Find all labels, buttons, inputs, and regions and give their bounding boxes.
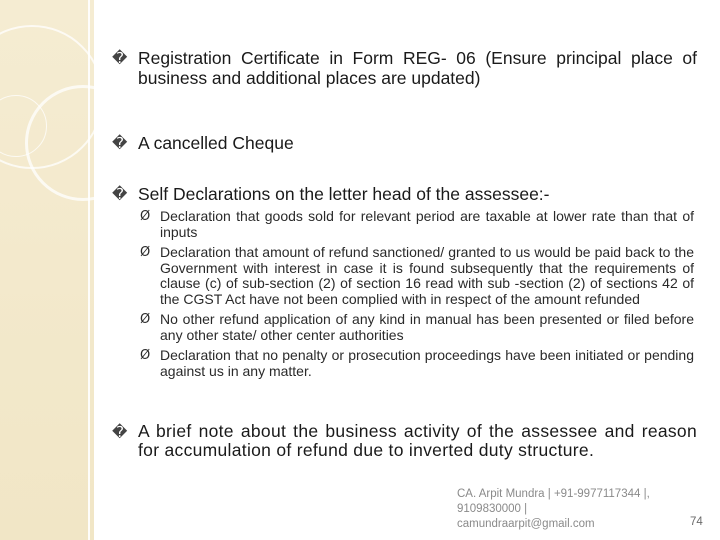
bullet-text: A brief note about the business activity of the assessee and reason for accumulation of refund due to inverted duty structure.	[138, 421, 697, 460]
footer-line: 9109830000 |	[457, 503, 528, 515]
list-item	[138, 348, 694, 379]
arrow-bullet-icon: Ø	[140, 245, 151, 260]
footer-contact	[457, 487, 672, 532]
bullet-business-note	[112, 422, 697, 460]
bullet-registration-certificate	[112, 48, 697, 88]
bullet-text: Registration Certificate in Form REG- 06 (Ensure principal place of business and additional places are updated)	[138, 48, 697, 88]
list-item	[138, 209, 694, 240]
bullet-marker-icon: �	[112, 49, 128, 67]
bullet-marker-icon: �	[112, 185, 128, 203]
bullet-text: A cancelled Cheque	[138, 133, 294, 153]
list-item	[138, 245, 694, 307]
list-item	[138, 312, 694, 343]
list-item-text: Declaration that goods sold for relevant period are taxable at lower rate than that of inputs	[160, 208, 694, 240]
bullet-self-declarations	[112, 184, 697, 204]
arrow-bullet-icon: Ø	[140, 312, 151, 327]
declaration-list	[138, 209, 694, 384]
list-item-text: Declaration that amount of refund sanctioned/ granted to us would be paid back to the Government with interest in case it is found subsequently that the requirements of clause (c) of sub-section (2) of section 16 read with sub -section (2) of sections 42 of the CGST Act have not been complied with in respect of the amount refunded	[160, 244, 694, 307]
list-item-text: Declaration that no penalty or prosecution proceedings have been initiated or pending against us in any matter.	[160, 347, 694, 379]
bullet-marker-icon: �	[112, 134, 128, 152]
footer-line: CA. Arpit Mundra | +91-9977117344 |,	[457, 488, 650, 500]
page-number: 74	[690, 516, 703, 528]
bullet-text: Self Declarations on the letter head of the assessee:-	[138, 184, 550, 204]
decorative-sidebar	[0, 0, 94, 540]
arrow-bullet-icon: Ø	[140, 348, 151, 363]
arrow-bullet-icon: Ø	[140, 209, 151, 224]
bullet-cancelled-cheque	[112, 133, 697, 153]
footer-email: camundraarpit@gmail.com	[457, 518, 595, 530]
bullet-marker-icon: �	[112, 423, 128, 441]
sidebar-divider	[88, 0, 90, 540]
list-item-text: No other refund application of any kind in manual has been presented or filed before any other state/ other center authorities	[160, 311, 694, 343]
